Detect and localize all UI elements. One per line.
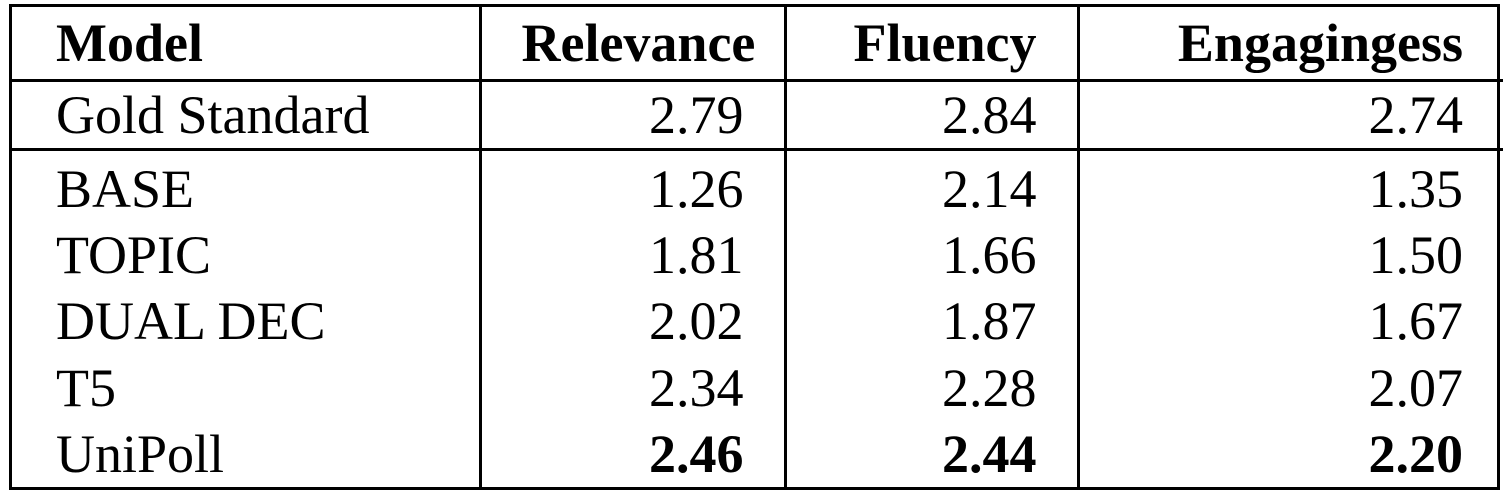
model-name: UniPoll [56, 423, 225, 484]
model-name: BASE [56, 158, 195, 219]
table-row [12, 222, 1503, 288]
table-row [12, 288, 1503, 354]
engagingness-value: 1.67 [1078, 288, 1503, 354]
model-name: T5 [56, 357, 116, 418]
header-engagingness: Engagingess [1078, 7, 1503, 81]
table-row [12, 421, 1503, 487]
relevance-value: 2.02 [480, 288, 785, 354]
engagingness-value: 2.07 [1078, 354, 1503, 420]
engagingness-value: 2.74 [1078, 81, 1503, 150]
fluency-value: 2.84 [785, 81, 1078, 150]
model-name: DUAL DEC [56, 291, 326, 352]
header-model: Model [12, 7, 480, 81]
table-row [12, 150, 1503, 222]
model-name: TOPIC [56, 224, 212, 285]
header-relevance: Relevance [480, 7, 785, 81]
relevance-value: 1.81 [480, 222, 785, 288]
relevance-value-best: 2.46 [480, 421, 785, 487]
table-row [12, 354, 1503, 420]
relevance-value: 2.34 [480, 354, 785, 420]
fluency-value-best: 2.44 [785, 421, 1078, 487]
fluency-value: 1.87 [785, 288, 1078, 354]
fluency-value: 2.14 [785, 150, 1078, 222]
fluency-value: 2.28 [785, 354, 1078, 420]
results-table-grid [12, 7, 1503, 487]
engagingness-value: 1.50 [1078, 222, 1503, 288]
relevance-value: 2.79 [480, 81, 785, 150]
relevance-value: 1.26 [480, 150, 785, 222]
model-name: Gold Standard [12, 81, 480, 150]
fluency-value: 1.66 [785, 222, 1078, 288]
engagingness-value-best: 2.20 [1078, 421, 1503, 487]
header-fluency: Fluency [785, 7, 1078, 81]
table-row [12, 81, 1503, 150]
engagingness-value: 1.35 [1078, 150, 1503, 222]
table-header-row [12, 7, 1503, 81]
results-table [9, 4, 1500, 490]
